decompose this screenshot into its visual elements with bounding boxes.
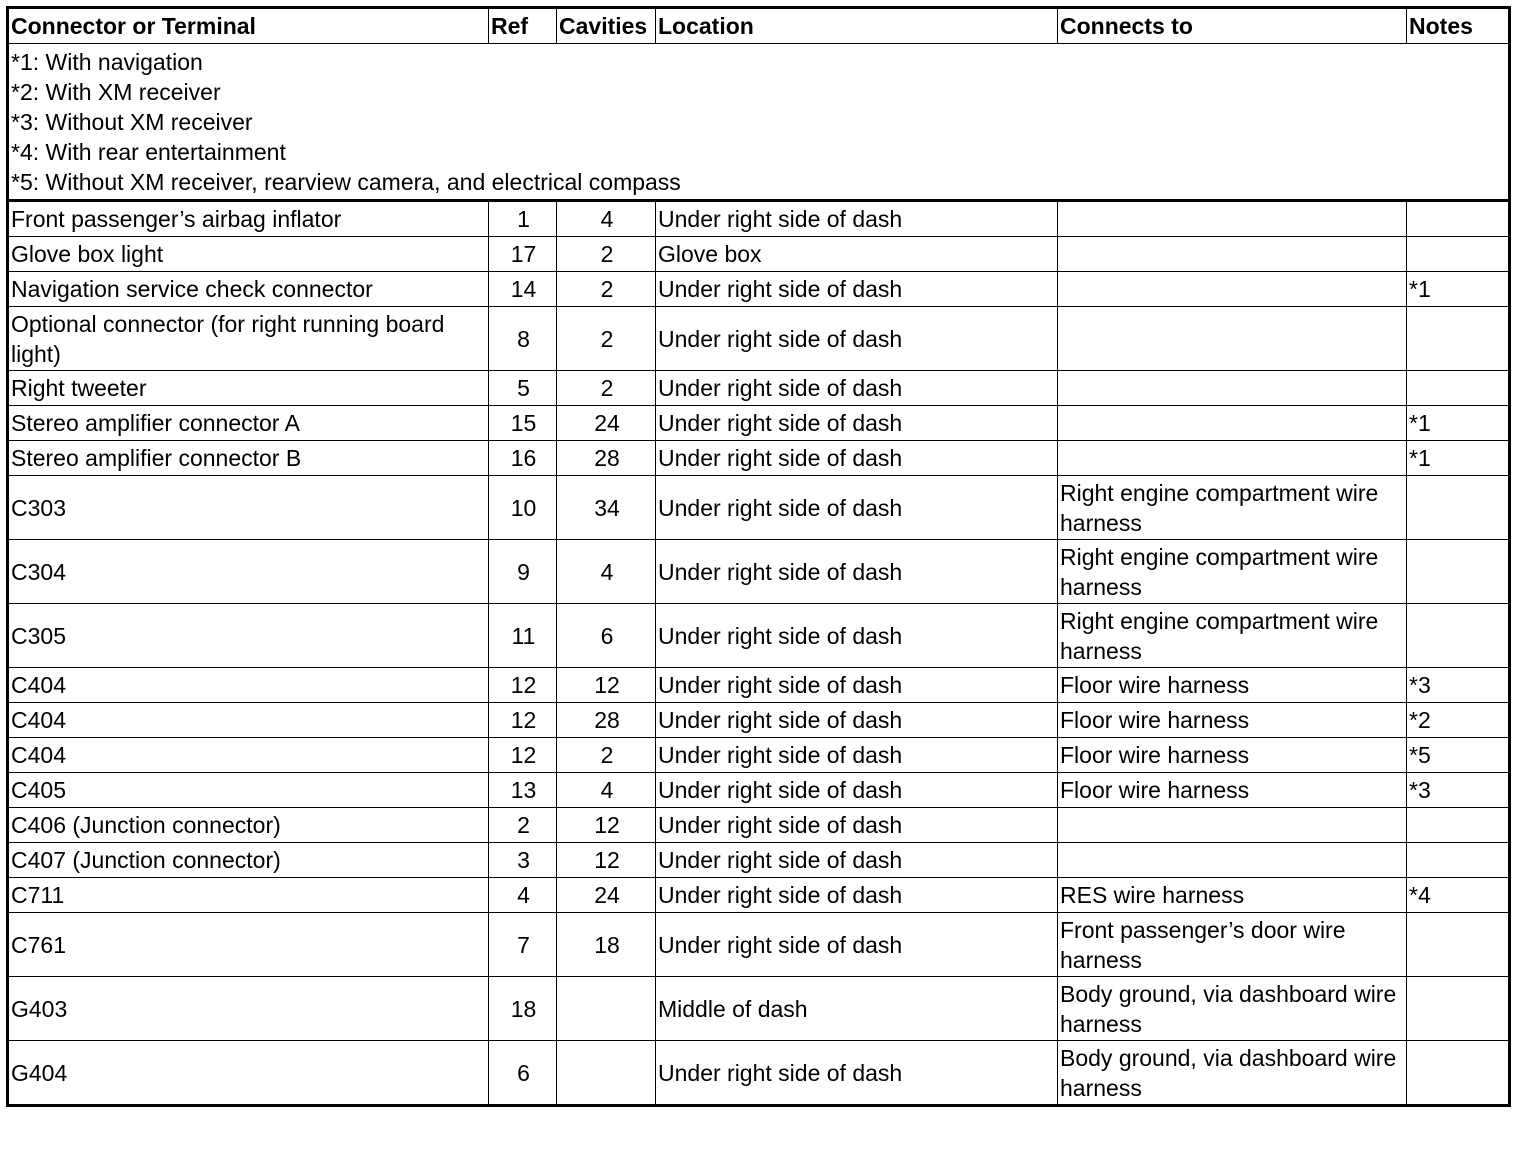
location-cell: Under right side of dash — [656, 773, 1058, 808]
ref-cell: 7 — [489, 913, 557, 977]
legend-cell — [8, 44, 1510, 201]
location-cell: Under right side of dash — [656, 1041, 1058, 1106]
table-row — [8, 272, 1510, 307]
notes-cell: *3 — [1407, 668, 1510, 703]
connects-to-cell: Front passenger’s door wire harness — [1058, 913, 1407, 977]
notes-cell — [1407, 476, 1510, 540]
header-row — [8, 8, 1510, 44]
notes-cell: *4 — [1407, 878, 1510, 913]
ref-cell: 10 — [489, 476, 557, 540]
cavities-cell: 12 — [557, 668, 656, 703]
notes-cell — [1407, 237, 1510, 272]
header-notes: Notes — [1407, 8, 1510, 44]
cavities-cell: 4 — [557, 201, 656, 237]
table-row — [8, 913, 1510, 977]
connector-cell: C406 (Junction connector) — [8, 808, 489, 843]
cavities-cell: 28 — [557, 441, 656, 476]
connects-to-cell: Floor wire harness — [1058, 738, 1407, 773]
ref-cell: 18 — [489, 977, 557, 1041]
connects-to-cell: Floor wire harness — [1058, 703, 1407, 738]
connects-to-cell — [1058, 843, 1407, 878]
connector-cell: C404 — [8, 668, 489, 703]
connects-to-cell: Body ground, via dashboard wire harness — [1058, 977, 1407, 1041]
connector-cell: G403 — [8, 977, 489, 1041]
ref-cell: 16 — [489, 441, 557, 476]
notes-cell — [1407, 371, 1510, 406]
cavities-cell: 18 — [557, 913, 656, 977]
table-row — [8, 808, 1510, 843]
notes-cell — [1407, 913, 1510, 977]
connects-to-cell — [1058, 441, 1407, 476]
ref-cell: 13 — [489, 773, 557, 808]
cavities-cell: 24 — [557, 406, 656, 441]
table-row — [8, 1041, 1510, 1106]
location-cell: Under right side of dash — [656, 476, 1058, 540]
table-row — [8, 773, 1510, 808]
ref-cell: 3 — [489, 843, 557, 878]
connector-cell: C404 — [8, 703, 489, 738]
legend-row — [8, 44, 1510, 201]
table-row — [8, 738, 1510, 773]
ref-cell: 9 — [489, 540, 557, 604]
location-cell: Glove box — [656, 237, 1058, 272]
cavities-cell: 4 — [557, 773, 656, 808]
table-row — [8, 201, 1510, 237]
notes-cell: *1 — [1407, 441, 1510, 476]
connects-to-cell — [1058, 272, 1407, 307]
notes-cell: *3 — [1407, 773, 1510, 808]
legend-note: *5: Without XM receiver, rearview camera, and electrical compass — [11, 169, 681, 195]
location-cell: Under right side of dash — [656, 808, 1058, 843]
connector-cell: Right tweeter — [8, 371, 489, 406]
ref-cell: 12 — [489, 668, 557, 703]
notes-cell — [1407, 307, 1510, 371]
location-cell: Under right side of dash — [656, 738, 1058, 773]
ref-cell: 12 — [489, 703, 557, 738]
notes-cell: *2 — [1407, 703, 1510, 738]
location-cell: Under right side of dash — [656, 604, 1058, 668]
cavities-cell: 12 — [557, 843, 656, 878]
ref-cell: 14 — [489, 272, 557, 307]
ref-cell: 8 — [489, 307, 557, 371]
location-cell: Middle of dash — [656, 977, 1058, 1041]
cavities-cell: 2 — [557, 738, 656, 773]
notes-cell — [1407, 604, 1510, 668]
cavities-cell: 2 — [557, 237, 656, 272]
cavities-cell: 2 — [557, 307, 656, 371]
table-row — [8, 977, 1510, 1041]
location-cell: Under right side of dash — [656, 272, 1058, 307]
table-row — [8, 878, 1510, 913]
connects-to-cell: Body ground, via dashboard wire harness — [1058, 1041, 1407, 1106]
ref-cell: 1 — [489, 201, 557, 237]
table-row — [8, 406, 1510, 441]
ref-cell: 4 — [489, 878, 557, 913]
cavities-cell: 6 — [557, 604, 656, 668]
header-connects-to: Connects to — [1058, 8, 1407, 44]
connector-cell: Glove box light — [8, 237, 489, 272]
notes-cell: *1 — [1407, 272, 1510, 307]
notes-cell — [1407, 843, 1510, 878]
connector-cell: C305 — [8, 604, 489, 668]
cavities-cell: 28 — [557, 703, 656, 738]
table-row — [8, 237, 1510, 272]
cavities-cell: 34 — [557, 476, 656, 540]
notes-cell — [1407, 540, 1510, 604]
table-row — [8, 540, 1510, 604]
connects-to-cell — [1058, 201, 1407, 237]
location-cell: Under right side of dash — [656, 668, 1058, 703]
ref-cell: 11 — [489, 604, 557, 668]
connects-to-cell: Right engine compartment wire harness — [1058, 604, 1407, 668]
table-row — [8, 668, 1510, 703]
cavities-cell: 4 — [557, 540, 656, 604]
location-cell: Under right side of dash — [656, 406, 1058, 441]
location-cell: Under right side of dash — [656, 307, 1058, 371]
legend-note: *4: With rear entertainment — [11, 139, 286, 165]
table-row — [8, 371, 1510, 406]
connects-to-cell — [1058, 406, 1407, 441]
ref-cell: 17 — [489, 237, 557, 272]
connector-cell: C761 — [8, 913, 489, 977]
connector-cell: G404 — [8, 1041, 489, 1106]
notes-cell: *1 — [1407, 406, 1510, 441]
notes-cell — [1407, 977, 1510, 1041]
cavities-cell — [557, 1041, 656, 1106]
table-row — [8, 441, 1510, 476]
connects-to-cell — [1058, 371, 1407, 406]
ref-cell: 5 — [489, 371, 557, 406]
location-cell: Under right side of dash — [656, 913, 1058, 977]
connector-cell: C711 — [8, 878, 489, 913]
ref-cell: 15 — [489, 406, 557, 441]
location-cell: Under right side of dash — [656, 878, 1058, 913]
cavities-cell — [557, 977, 656, 1041]
connects-to-cell — [1058, 237, 1407, 272]
table-row — [8, 604, 1510, 668]
header-location: Location — [656, 8, 1058, 44]
location-cell: Under right side of dash — [656, 371, 1058, 406]
connects-to-cell: Floor wire harness — [1058, 668, 1407, 703]
connector-cell: C405 — [8, 773, 489, 808]
location-cell: Under right side of dash — [656, 201, 1058, 237]
connects-to-cell: Floor wire harness — [1058, 773, 1407, 808]
table-row — [8, 843, 1510, 878]
connector-cell: Optional connector (for right running board light) — [8, 307, 489, 371]
notes-cell: *5 — [1407, 738, 1510, 773]
legend-note: *2: With XM receiver — [11, 79, 221, 105]
ref-cell: 6 — [489, 1041, 557, 1106]
legend-note: *1: With navigation — [11, 49, 203, 75]
connector-cell: C303 — [8, 476, 489, 540]
ref-cell: 12 — [489, 738, 557, 773]
location-cell: Under right side of dash — [656, 540, 1058, 604]
connects-to-cell — [1058, 808, 1407, 843]
connector-cell: C404 — [8, 738, 489, 773]
header-connector: Connector or Terminal — [8, 8, 489, 44]
cavities-cell: 24 — [557, 878, 656, 913]
ref-cell: 2 — [489, 808, 557, 843]
connects-to-cell: Right engine compartment wire harness — [1058, 476, 1407, 540]
connects-to-cell: RES wire harness — [1058, 878, 1407, 913]
connector-cell: Navigation service check connector — [8, 272, 489, 307]
table-row — [8, 307, 1510, 371]
notes-cell — [1407, 201, 1510, 237]
connects-to-cell: Right engine compartment wire harness — [1058, 540, 1407, 604]
connector-table — [6, 6, 1511, 1107]
location-cell: Under right side of dash — [656, 703, 1058, 738]
header-ref: Ref — [489, 8, 557, 44]
table-row — [8, 703, 1510, 738]
notes-cell — [1407, 1041, 1510, 1106]
cavities-cell: 2 — [557, 371, 656, 406]
legend-note: *3: Without XM receiver — [11, 109, 253, 135]
table-row — [8, 476, 1510, 540]
connector-cell: Front passenger’s airbag inflator — [8, 201, 489, 237]
notes-cell — [1407, 808, 1510, 843]
connector-cell: Stereo amplifier connector B — [8, 441, 489, 476]
header-cavities: Cavities — [557, 8, 656, 44]
connector-cell: Stereo amplifier connector A — [8, 406, 489, 441]
cavities-cell: 2 — [557, 272, 656, 307]
cavities-cell: 12 — [557, 808, 656, 843]
connects-to-cell — [1058, 307, 1407, 371]
connector-cell: C304 — [8, 540, 489, 604]
location-cell: Under right side of dash — [656, 843, 1058, 878]
connector-cell: C407 (Junction connector) — [8, 843, 489, 878]
location-cell: Under right side of dash — [656, 441, 1058, 476]
